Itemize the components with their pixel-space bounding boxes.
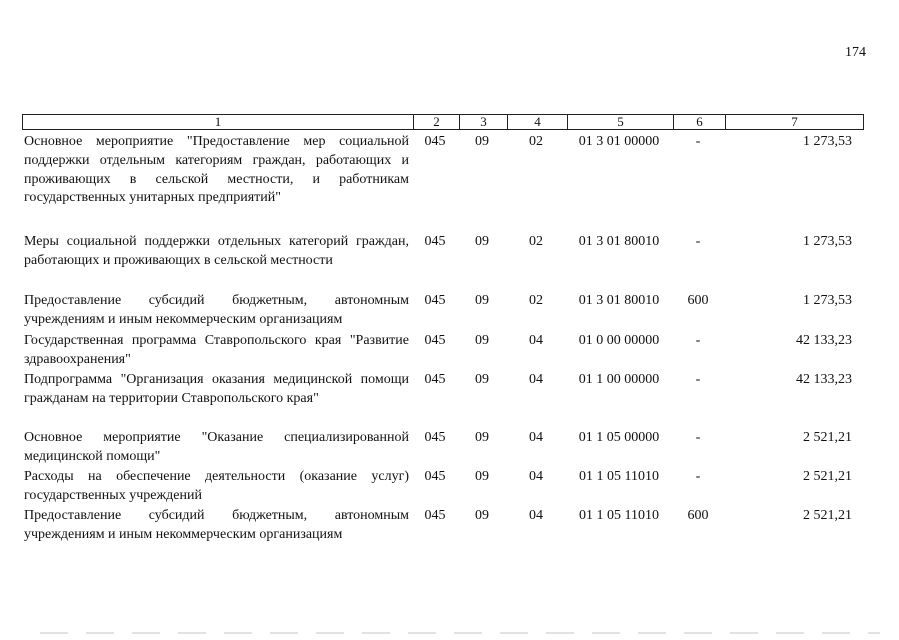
header-col-5: 5 (567, 115, 673, 129)
row-col-3: 09 (475, 293, 489, 308)
row-col-2: 045 (424, 430, 446, 445)
row-col-3: 09 (475, 333, 489, 348)
row-col-7: 1 273,53 (803, 293, 852, 308)
row-col-6: 600 (687, 508, 709, 523)
row-col-3: 09 (475, 134, 489, 149)
row-col-5: 01 1 00 00000 (578, 372, 660, 387)
row-description: Основное мероприятие "Предоставление мер социальной поддержки отдельным категориям граждан, работающих и проживающих в сельской местности, и работникам государственных унитарных предприятий" (24, 134, 409, 206)
header-col-1: 1 (214, 114, 222, 129)
header-col-3: 3 (459, 115, 507, 129)
header-col-6: 6 (673, 115, 725, 129)
header-col-2: 2 (413, 115, 459, 129)
row-col-4: 04 (529, 430, 543, 445)
row-description: Расходы на обеспечение деятельности (оказание услуг) государственных учреждений (24, 469, 409, 503)
row-col-6: - (695, 333, 701, 348)
row-col-3: 09 (475, 234, 489, 249)
row-col-7: 42 133,23 (796, 372, 852, 387)
row-col-4: 04 (529, 508, 543, 523)
row-description: Меры социальной поддержки отдельных категорий граждан, работающих и проживающих в сельской местности (24, 234, 409, 268)
row-col-7: 2 521,21 (803, 469, 852, 484)
header-col-7: 7 (725, 115, 863, 129)
row-col-2: 045 (424, 234, 446, 249)
row-col-5: 01 3 01 00000 (578, 134, 660, 149)
row-col-4: 04 (529, 372, 543, 387)
row-col-4: 04 (529, 469, 543, 484)
row-description: Основное мероприятие "Оказание специализированной медицинской помощи" (24, 430, 409, 464)
row-col-2: 045 (424, 134, 446, 149)
row-col-6: - (695, 134, 701, 149)
row-col-6: - (695, 469, 701, 484)
row-col-7: 1 273,53 (803, 234, 852, 249)
row-col-3: 09 (475, 430, 489, 445)
row-col-6: - (695, 234, 701, 249)
row-col-7: 1 273,53 (803, 134, 852, 149)
row-col-2: 045 (424, 372, 446, 387)
header-col-4: 4 (507, 115, 567, 129)
row-col-3: 09 (475, 372, 489, 387)
row-col-5: 01 3 01 80010 (578, 234, 660, 249)
row-col-4: 02 (529, 293, 543, 308)
row-col-5: 01 1 05 00000 (578, 430, 660, 445)
row-description: Подпрограмма "Организация оказания медицинской помощи гражданам на территории Ставропольского края" (24, 372, 409, 406)
page-number: 174 (845, 45, 866, 60)
row-col-5: 01 1 05 11010 (579, 508, 659, 523)
scan-artifact (40, 632, 880, 634)
row-col-2: 045 (424, 469, 446, 484)
row-col-4: 02 (529, 234, 543, 249)
row-col-5: 01 3 01 80010 (578, 293, 660, 308)
row-col-4: 04 (529, 333, 543, 348)
row-col-3: 09 (475, 469, 489, 484)
row-col-7: 2 521,21 (803, 430, 852, 445)
row-col-5: 01 0 00 00000 (578, 333, 660, 348)
row-col-3: 09 (475, 508, 489, 523)
row-description: Предоставление субсидий бюджетным, автономным учреждениям и иным некоммерческим организациям (24, 293, 409, 327)
row-col-5: 01 1 05 11010 (579, 469, 659, 484)
row-col-2: 045 (424, 333, 446, 348)
row-col-6: - (695, 430, 701, 445)
row-col-6: 600 (687, 293, 709, 308)
table-header (22, 114, 864, 130)
row-description: Предоставление субсидий бюджетным, автономным учреждениям и иным некоммерческим организациям (24, 508, 409, 542)
row-col-4: 02 (529, 134, 543, 149)
row-description: Государственная программа Ставропольского края "Развитие здравоохранения" (24, 333, 409, 367)
row-col-2: 045 (424, 508, 446, 523)
row-col-6: - (695, 372, 701, 387)
row-col-7: 2 521,21 (803, 508, 852, 523)
row-col-2: 045 (424, 293, 446, 308)
row-col-7: 42 133,23 (796, 333, 852, 348)
